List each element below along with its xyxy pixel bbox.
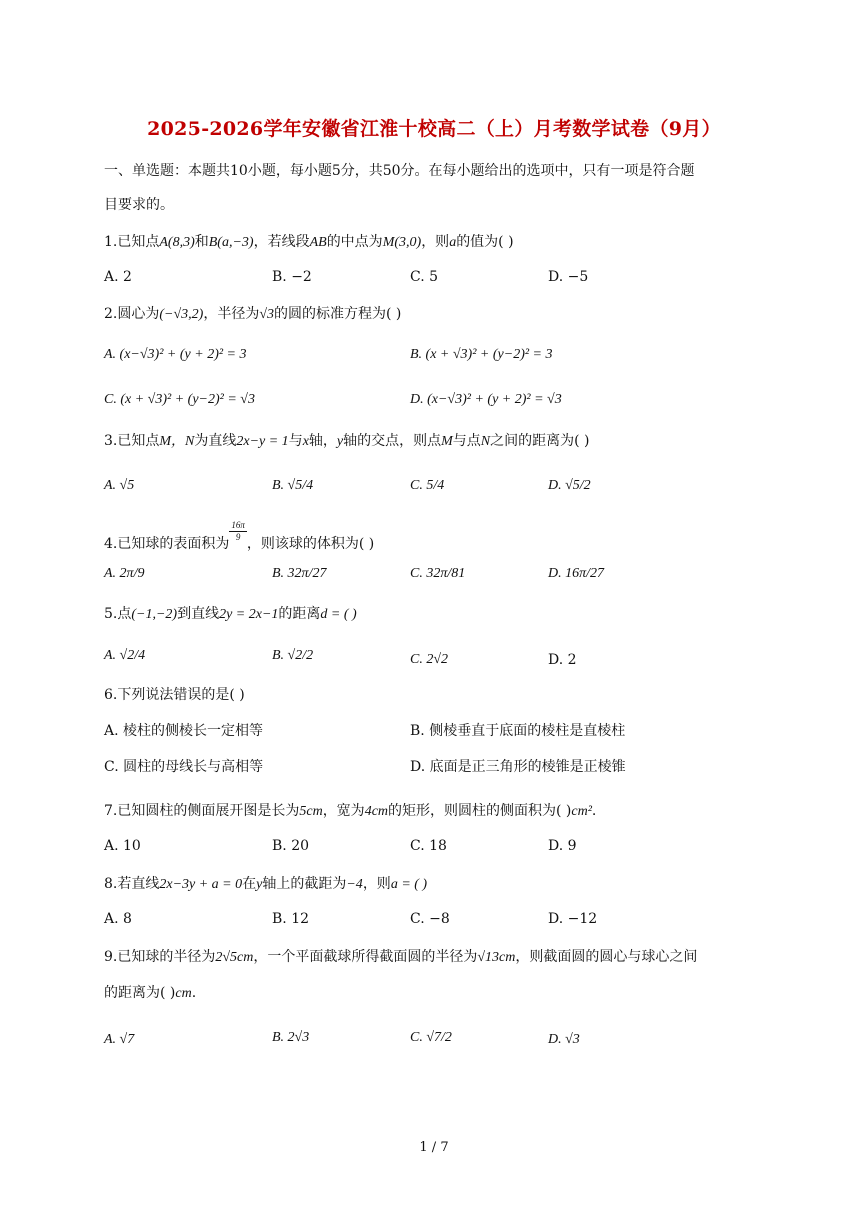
q7-option-b: B. 20 <box>272 838 310 854</box>
question-6: 6.下列说法错误的是( ) <box>104 687 245 703</box>
q9-text: ，一个平面截球所得截面圆的半径为 <box>253 949 478 965</box>
q7-text: ，宽为 <box>322 803 365 819</box>
q3-text: 轴的交点，则点 <box>343 433 442 449</box>
q3-option-c: C. 5/4 <box>410 478 445 493</box>
q5-option-a: A. √2/4 <box>104 648 146 663</box>
q4-area-denominator: 9 <box>235 532 241 542</box>
q3-option-d: D. √5/2 <box>548 478 591 493</box>
q4-option-a: A. 2π/9 <box>104 566 145 581</box>
q1-option-d: D. −5 <box>548 269 589 285</box>
q3-points: M，N <box>159 434 195 449</box>
q1-option-b: B. −2 <box>272 269 312 285</box>
question-3 <box>104 430 590 450</box>
q3-option-a: A. √5 <box>104 478 135 493</box>
q5-distance: d = ( ) <box>320 607 357 622</box>
q1-text: ，若线段 <box>253 234 310 250</box>
q9-option-b: B. 2√3 <box>272 1030 310 1045</box>
q3-text: 之间的距离为( ) <box>490 433 590 449</box>
q9-option-a: A. √7 <box>104 1032 135 1047</box>
q1-segment: AB <box>309 235 327 250</box>
q6-option-a: A. 棱柱的侧棱长一定相等 <box>104 723 264 739</box>
question-7 <box>104 800 596 820</box>
q5-text: 的距离 <box>278 606 321 622</box>
q1-option-a: A. 2 <box>104 269 132 285</box>
q2-option-c: C. (x + √3)² + (y−2)² = √3 <box>104 392 255 407</box>
q8-text: 在 <box>242 876 257 892</box>
q6-option-b: B. 侧棱垂直于底面的棱柱是直棱柱 <box>410 723 626 739</box>
q9-text: ，则截面圆的圆心与球心之间 <box>515 949 698 965</box>
q9-option-d: D. √3 <box>548 1032 580 1047</box>
q1-text: 1.已知点 <box>104 234 160 250</box>
q7-option-c: C. 18 <box>410 838 447 854</box>
q1-point-a: A(8,3) <box>159 235 195 250</box>
q3-x: x <box>302 434 309 449</box>
q7-option-d: D. 9 <box>548 838 577 854</box>
q3-option-b: B. √5/4 <box>272 478 314 493</box>
q4-area-fraction <box>229 520 247 543</box>
q5-option-b: B. √2/2 <box>272 648 314 663</box>
q5-option-d: D. 2 <box>548 652 577 668</box>
q6-option-c: C. 圆柱的母线长与高相等 <box>104 759 264 775</box>
q5-point: (−1,−2) <box>131 607 178 622</box>
q3-text: 为直线 <box>194 433 237 449</box>
question-2 <box>104 303 401 323</box>
q8-a: a = ( ) <box>390 877 428 892</box>
q1-point-b: B(a,−3) <box>208 235 254 250</box>
question-9-line2 <box>104 982 196 1002</box>
q4-area-numerator: 16π <box>231 520 245 530</box>
q6-option-d: D. 底面是正三角形的棱锥是正棱锥 <box>410 759 626 775</box>
q5-text: 5.点 <box>104 606 132 622</box>
q3-text: 轴， <box>308 433 337 449</box>
q7-length: 5cm <box>299 804 323 819</box>
q2-text: ，半径为 <box>203 306 260 322</box>
q2-text: 的圆的标准方程为( ) <box>274 306 402 322</box>
q3-text: 与点 <box>452 433 481 449</box>
q9-text: 9.已知球的半径为 <box>104 949 216 965</box>
page-title: 2025-2026学年安徽省江淮十校高二（上）月考数学试卷（9月） <box>147 118 721 140</box>
q8-text: 轴上的截距为 <box>262 876 347 892</box>
q7-text: . <box>591 803 597 819</box>
q4-text: 4.已知球的表面积为 <box>104 536 230 552</box>
q7-text: 7.已知圆柱的侧面展开图是长为 <box>104 803 300 819</box>
q2-center: (−√3,2) <box>159 307 204 322</box>
q4-option-d: D. 16π/27 <box>548 566 605 581</box>
q1-text: 的值为( ) <box>456 234 514 250</box>
q3-text: 3.已知点 <box>104 433 160 449</box>
q5-option-c: C. 2√2 <box>410 652 449 667</box>
q7-option-a: A. 10 <box>104 838 141 854</box>
q7-text: 的矩形，则圆柱的侧面积为( ) <box>388 803 572 819</box>
section-heading-line1: 一、单选题：本题共10小题，每小题5分，共50分。在每小题给出的选项中，只有一项是符合题 <box>104 163 695 179</box>
q9-unit: cm <box>175 986 192 1001</box>
q5-text: 到直线 <box>177 606 220 622</box>
q4-option-b: B. 32π/27 <box>272 566 327 581</box>
q4-option-c: C. 32π/81 <box>410 566 466 581</box>
q7-width: 4cm <box>364 804 389 819</box>
q9-section-radius: √13cm <box>477 950 516 965</box>
question-4 <box>104 520 374 553</box>
q8-y: y <box>256 877 263 892</box>
q2-text: 2.圆心为 <box>104 306 160 322</box>
q9-radius: 2√5cm <box>215 950 254 965</box>
q8-option-c: C. −8 <box>410 911 450 927</box>
question-9-line1 <box>104 946 697 966</box>
q4-text: ，则该球的体积为( ) <box>246 536 375 552</box>
q9-option-c: C. √7/2 <box>410 1030 452 1045</box>
question-8 <box>104 873 427 893</box>
q1-text: 的中点为 <box>326 234 383 250</box>
q3-y: y <box>336 434 344 449</box>
question-1 <box>104 231 514 251</box>
q2-option-d: D. (x−√3)² + (y + 2)² = √3 <box>410 392 562 407</box>
q2-radius: √3 <box>259 307 275 322</box>
q8-text: 8.若直线 <box>104 876 160 892</box>
q8-option-a: A. 8 <box>104 911 132 927</box>
q1-option-c: C. 5 <box>410 269 439 285</box>
question-5 <box>104 603 357 623</box>
q3-text: 与 <box>288 433 303 449</box>
q1-var: a <box>449 235 457 250</box>
q3-m: M <box>441 434 453 449</box>
q5-line: 2y = 2x−1 <box>219 607 279 622</box>
q3-line: 2x−y = 1 <box>236 434 289 449</box>
q1-text: ，则 <box>421 234 450 250</box>
q1-point-m: M(3,0) <box>382 235 422 250</box>
q8-option-b: B. 12 <box>272 911 310 927</box>
q8-line: 2x−3y + a = 0 <box>159 877 243 892</box>
q9-text: . <box>191 985 197 1001</box>
page-number: 1 / 7 <box>419 1140 449 1155</box>
q8-text: ，则 <box>362 876 391 892</box>
q8-value: −4 <box>346 877 363 892</box>
section-heading-line2: 目要求的。 <box>104 197 174 213</box>
q3-n: N <box>480 434 491 449</box>
q1-text: 和 <box>194 234 209 250</box>
q9-text: 的距离为( ) <box>104 985 176 1001</box>
q2-option-b: B. (x + √3)² + (y−2)² = 3 <box>410 347 553 362</box>
q7-unit: cm² <box>571 804 592 819</box>
q2-option-a: A. (x−√3)² + (y + 2)² = 3 <box>104 347 247 362</box>
q8-option-d: D. −12 <box>548 911 598 927</box>
